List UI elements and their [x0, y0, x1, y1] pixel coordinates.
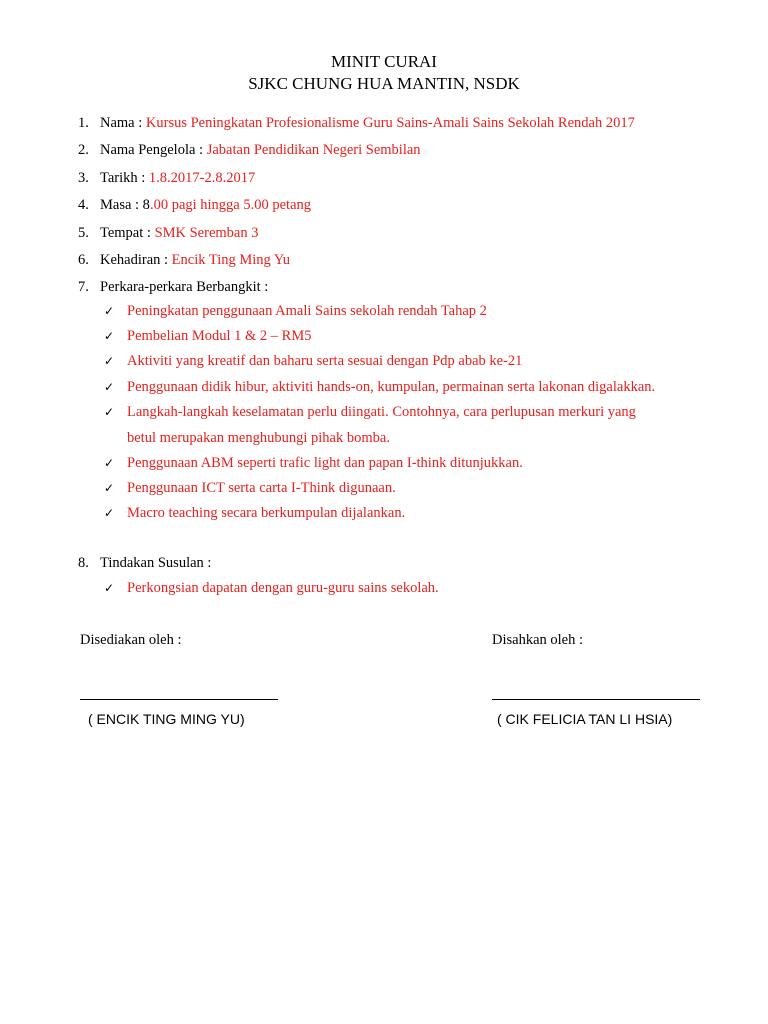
perkara-point	[104, 478, 396, 498]
checkmark-icon: ✓	[104, 405, 115, 419]
perkara-point	[104, 503, 405, 523]
checkmark-icon: ✓	[104, 581, 115, 595]
checkmark-icon: ✓	[104, 304, 115, 318]
point-text: Macro teaching secara berkumpulan dijalankan.	[127, 505, 406, 521]
checkmark-icon: ✓	[104, 380, 115, 394]
approved-signature-line	[492, 699, 700, 700]
perkara-point	[104, 453, 523, 473]
checkmark-icon: ✓	[104, 329, 115, 343]
point-text: Aktiviti yang kreatif dan baharu serta sesuai dengan Pdp abab ke-21	[127, 353, 523, 369]
item-number: 8.	[78, 555, 89, 571]
point-text: Penggunaan didik hibur, aktiviti hands-on, kumpulan, permainan serta lakonan digalakkan.	[127, 379, 656, 395]
perkara-point	[104, 377, 655, 397]
checkmark-icon: ✓	[104, 456, 115, 470]
item-number: 4.	[78, 197, 89, 213]
checkmark-icon: ✓	[104, 354, 115, 368]
item-nama-pengelola	[78, 140, 421, 160]
item-tempat	[78, 223, 258, 243]
item-nama	[78, 113, 635, 133]
document-title: MINIT CURAI	[331, 52, 437, 71]
item-label: Tempat :	[100, 225, 155, 241]
point-text: Peningkatan penggunaan Amali Sains sekolah rendah Tahap 2	[127, 303, 487, 319]
item-value: Kursus Peningkatan Profesionalisme Guru Sains-Amali Sains Sekolah Rendah 2017	[145, 115, 635, 131]
item-value: Jabatan Pendidikan Negeri Sembilan	[206, 142, 421, 158]
item-perkara-berbangkit	[78, 277, 268, 297]
item-label: Nama Pengelola :	[100, 142, 207, 158]
prepared-by-name: ( ENCIK TING MING YU)	[88, 711, 245, 727]
school-name: SJKC CHUNG HUA MANTIN, NSDK	[248, 74, 520, 93]
prepared-signature-line	[80, 699, 278, 700]
perkara-point	[104, 301, 487, 321]
point-text: Perkongsian dapatan dengan guru-guru sains sekolah.	[127, 580, 439, 596]
checkmark-icon: ✓	[104, 481, 115, 495]
item-value: Encik Ting Ming Yu	[171, 252, 290, 268]
perkara-point	[104, 326, 311, 346]
item-value: 1.8.2017-2.8.2017	[148, 170, 256, 186]
item-label: Perkara-perkara Berbangkit :	[100, 279, 269, 295]
item-label: Nama :	[100, 115, 146, 131]
item-number: 3.	[78, 170, 89, 186]
item-label: Masa : 8	[100, 197, 150, 213]
prepared-by-label: Disediakan oleh :	[80, 632, 182, 648]
item-tarikh	[78, 168, 255, 188]
item-number: 2.	[78, 142, 89, 158]
item-value: .00 pagi hingga 5.00 petang	[149, 197, 312, 213]
item-tindakan-susulan	[78, 553, 211, 573]
checkmark-icon: ✓	[104, 506, 115, 520]
point-text: Langkah-langkah keselamatan perlu diingati. Contohnya, cara perlupusan merkuri yang	[127, 404, 636, 420]
approved-by-label: Disahkan oleh :	[492, 632, 584, 648]
item-label: Kehadiran :	[100, 252, 172, 268]
point-text: Penggunaan ICT serta carta I-Think digunaan.	[127, 480, 396, 496]
item-label: Tindakan Susulan :	[100, 555, 212, 571]
tindakan-point	[104, 578, 439, 598]
item-number: 6.	[78, 252, 89, 268]
item-masa	[78, 195, 311, 215]
item-number: 1.	[78, 115, 89, 131]
perkara-point	[104, 351, 522, 371]
point-text: Penggunaan ABM seperti trafic light dan papan I-think ditunjukkan.	[127, 455, 523, 471]
item-number: 5.	[78, 225, 89, 241]
point-text: Pembelian Modul 1 & 2 – RM5	[127, 328, 312, 344]
item-kehadiran	[78, 250, 290, 270]
approved-by-name: ( CIK FELICIA TAN LI HSIA)	[497, 711, 673, 727]
item-number: 7.	[78, 279, 89, 295]
item-label: Tarikh :	[100, 170, 149, 186]
point-text: betul merupakan menghubungi pihak bomba.	[127, 430, 390, 446]
perkara-point	[104, 402, 636, 422]
item-value: SMK Seremban 3	[154, 225, 259, 241]
perkara-point-continuation	[104, 428, 390, 448]
